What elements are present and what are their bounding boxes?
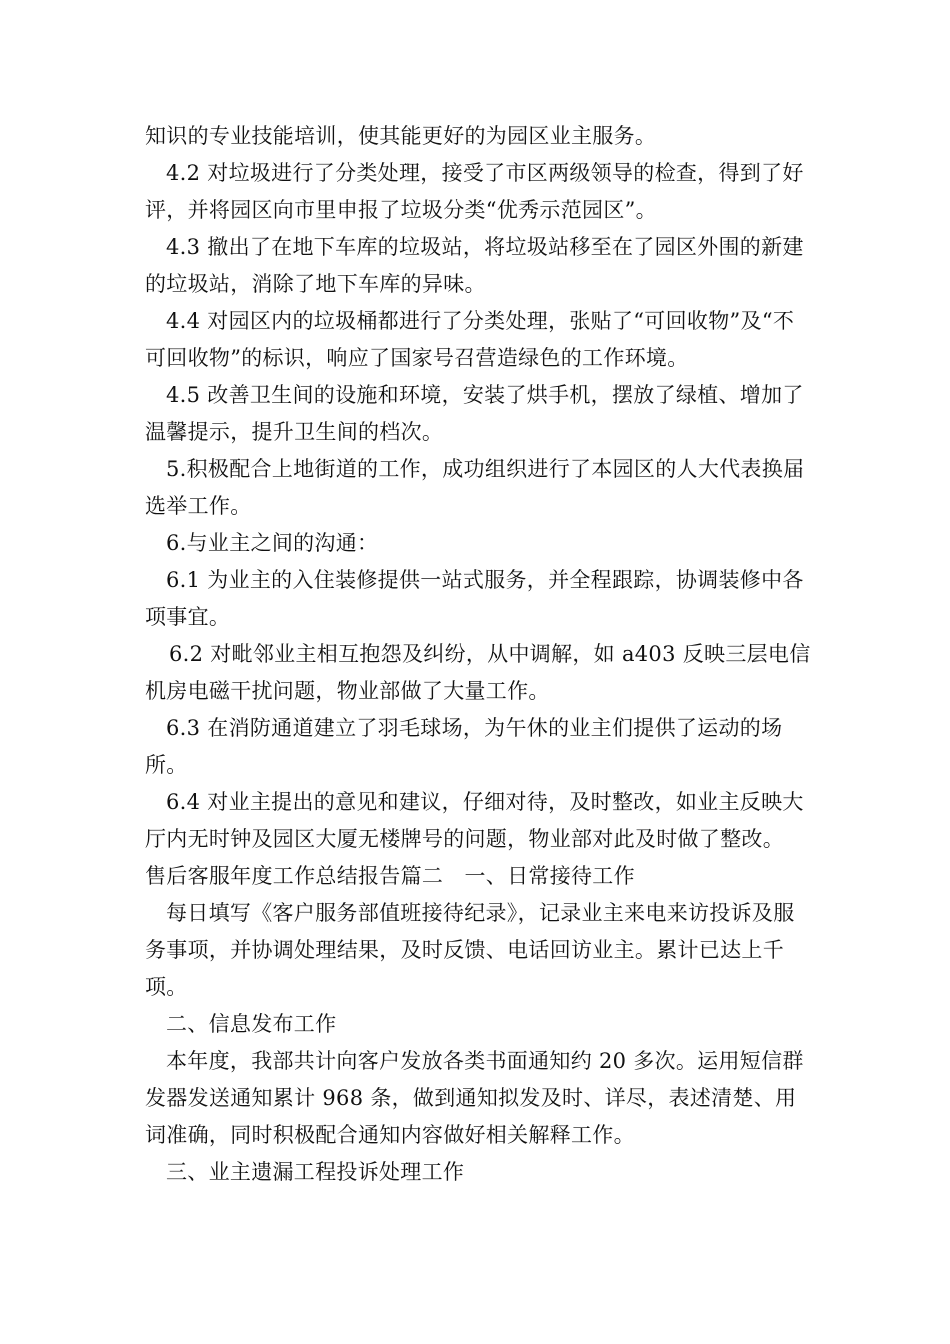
paragraph: 4.2 对垃圾进行了分类处理，接受了市区两级领导的检查，得到了好评，并将园区向市里申报了垃圾分类“优秀示范园区”。 [145, 161, 804, 222]
paragraph: 知识的专业技能培训，使其能更好的为园区业主服务。 [145, 124, 657, 148]
paragraph: 6.与业主之间的沟通： [166, 531, 379, 555]
paragraph: 每日填写《客户服务部值班接待纪录》，记录业主来电来访投诉及服务事项，并协调处理结果，及时反馈、电话回访业主。累计已达上千项。 [145, 901, 795, 999]
paragraph: 6.2 对毗邻业主相互抱怨及纠纷，从中调解，如 a403 反映三层电信机房电磁干扰问题，物业部做了大量工作。 [145, 642, 811, 703]
paragraph: 本年度，我部共计向客户发放各类书面通知约 20 多次。运用短信群发器发送通知累计 968 条，做到通知拟发及时、详尽，表述清楚、用词准确，同时积极配合通知内容做好相关解释工作。 [145, 1049, 804, 1147]
document-body [145, 118, 815, 1191]
paragraph: 4.4 对园区内的垃圾桶都进行了分类处理，张贴了“可回收物”及“不可回收物”的标识，响应了国家号召营造绿色的工作环境。 [145, 309, 795, 370]
paragraph: 4.5 改善卫生间的设施和环境，安装了烘手机，摆放了绿植、增加了温馨提示，提升卫生间的档次。 [145, 383, 804, 444]
paragraph: 6.3 在消防通道建立了羽毛球场，为午休的业主们提供了运动的场所。 [145, 716, 783, 777]
paragraph: 4.3 撤出了在地下车库的垃圾站，将垃圾站移至在了园区外围的新建的垃圾站，消除了地下车库的异味。 [145, 235, 804, 296]
paragraph: 5.积极配合上地街道的工作，成功组织进行了本园区的人大代表换届选举工作。 [145, 457, 805, 518]
paragraph: 6.4 对业主提出的意见和建议，仔细对待，及时整改，如业主反映大厅内无时钟及园区大厦无楼牌号的问题，物业部对此及时做了整改。 [145, 790, 804, 851]
section-heading: 三、业主遗漏工程投诉处理工作 [166, 1160, 465, 1184]
paragraph: 6.1 为业主的入住装修提供一站式服务，并全程跟踪，协调装修中各项事宜。 [145, 568, 804, 629]
section-heading: 售后客服年度工作总结报告篇二 一、日常接待工作 [145, 864, 635, 888]
section-heading: 二、信息发布工作 [166, 1012, 337, 1036]
